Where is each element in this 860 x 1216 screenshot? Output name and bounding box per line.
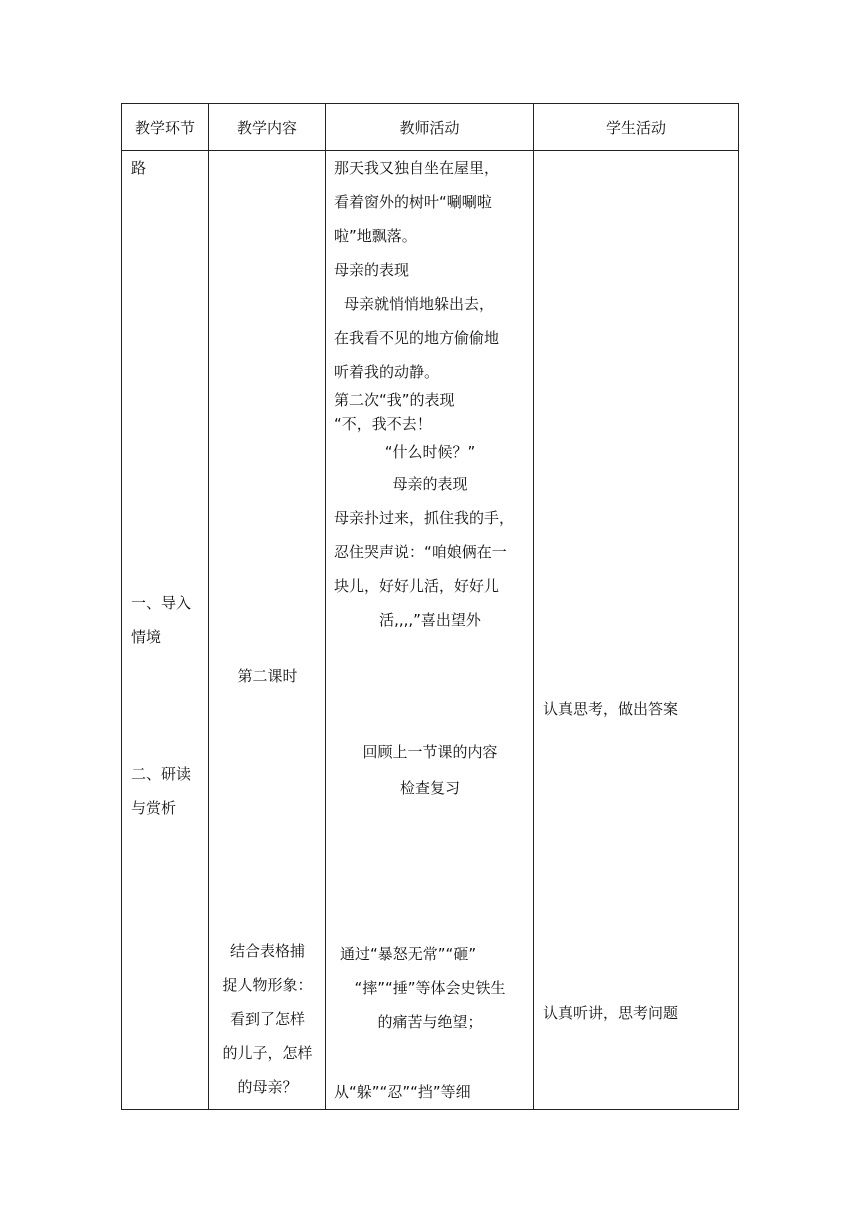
teacher-line-b3: 听着我的动静。 xyxy=(334,363,440,381)
student-cell xyxy=(534,151,739,1110)
stage-lu: 路 xyxy=(131,159,147,177)
teacher-line-d3: 的痛苦与绝望； xyxy=(377,1013,483,1031)
task-line-4: 的儿子，怎样 xyxy=(222,1044,313,1062)
stage-daoru-1: 一、导入 xyxy=(131,594,192,612)
teacher-line-a2: 看着窗外的树叶“唰唰啦 xyxy=(334,193,492,211)
teacher-line-c3: 块儿，好好儿活，好好儿 xyxy=(334,577,500,595)
body-row xyxy=(122,151,739,1110)
stage-cell xyxy=(122,151,209,1110)
second-heading: 第二次“我”的表现 xyxy=(334,391,455,409)
task-line-2: 捉人物形象： xyxy=(222,976,313,994)
student-listen: 认真听讲，思考问题 xyxy=(543,1004,679,1022)
lesson-period: 第二课时 xyxy=(237,667,298,685)
teacher-line-c2: 忍住哭声说：“咱娘俩在一 xyxy=(334,543,507,561)
teacher-line-d1: 通过“暴怒无常”“砸” xyxy=(340,945,477,963)
mother-heading-2: 母亲的表现 xyxy=(392,475,468,493)
header-cell-student: 学生活动 xyxy=(534,104,739,151)
teacher-line-b2: 在我看不见的地方偷偷地 xyxy=(334,329,500,347)
teacher-cell xyxy=(326,151,534,1110)
stage-yandu-1: 二、研读 xyxy=(131,765,192,783)
review-line-1: 回顾上一节课的内容 xyxy=(362,743,498,761)
teacher-line-last: 从“躲”“忍”“挡”等细 xyxy=(334,1083,471,1101)
teacher-line-d2: “摔”“捶”等体会史铁生 xyxy=(354,979,506,997)
review-line-2: 检查复习 xyxy=(399,779,460,797)
header-cell-content: 教学内容 xyxy=(209,104,326,151)
header-cell-stage: 教学环节 xyxy=(122,104,209,151)
mother-heading-1: 母亲的表现 xyxy=(334,261,410,279)
quote-2: “什么时候？” xyxy=(384,443,476,461)
teacher-line-c1: 母亲扑过来，抓住我的手， xyxy=(334,509,515,527)
header-cell-teacher: 教师活动 xyxy=(326,104,534,151)
task-line-5: 的母亲？ xyxy=(237,1078,298,1096)
teacher-line-b1: 母亲就悄悄地躲出去， xyxy=(344,295,495,313)
teacher-line-a3: 啦”地飘落。 xyxy=(334,227,417,245)
teacher-line-c4: 活,,,,”喜出望外 xyxy=(379,611,481,629)
student-think: 认真思考，做出答案 xyxy=(543,700,679,718)
teacher-line-a1: 那天我又独自坐在屋里， xyxy=(334,159,500,177)
task-line-1: 结合表格捕 xyxy=(229,942,305,960)
stage-daoru-2: 情境 xyxy=(131,628,162,646)
content-cell xyxy=(209,151,326,1110)
header-row xyxy=(122,104,739,151)
lesson-plan-table xyxy=(121,103,739,1110)
quote-1: “不，我不去！ xyxy=(334,415,432,433)
stage-yandu-2: 与赏析 xyxy=(131,799,177,817)
task-line-3: 看到了怎样 xyxy=(229,1010,305,1028)
